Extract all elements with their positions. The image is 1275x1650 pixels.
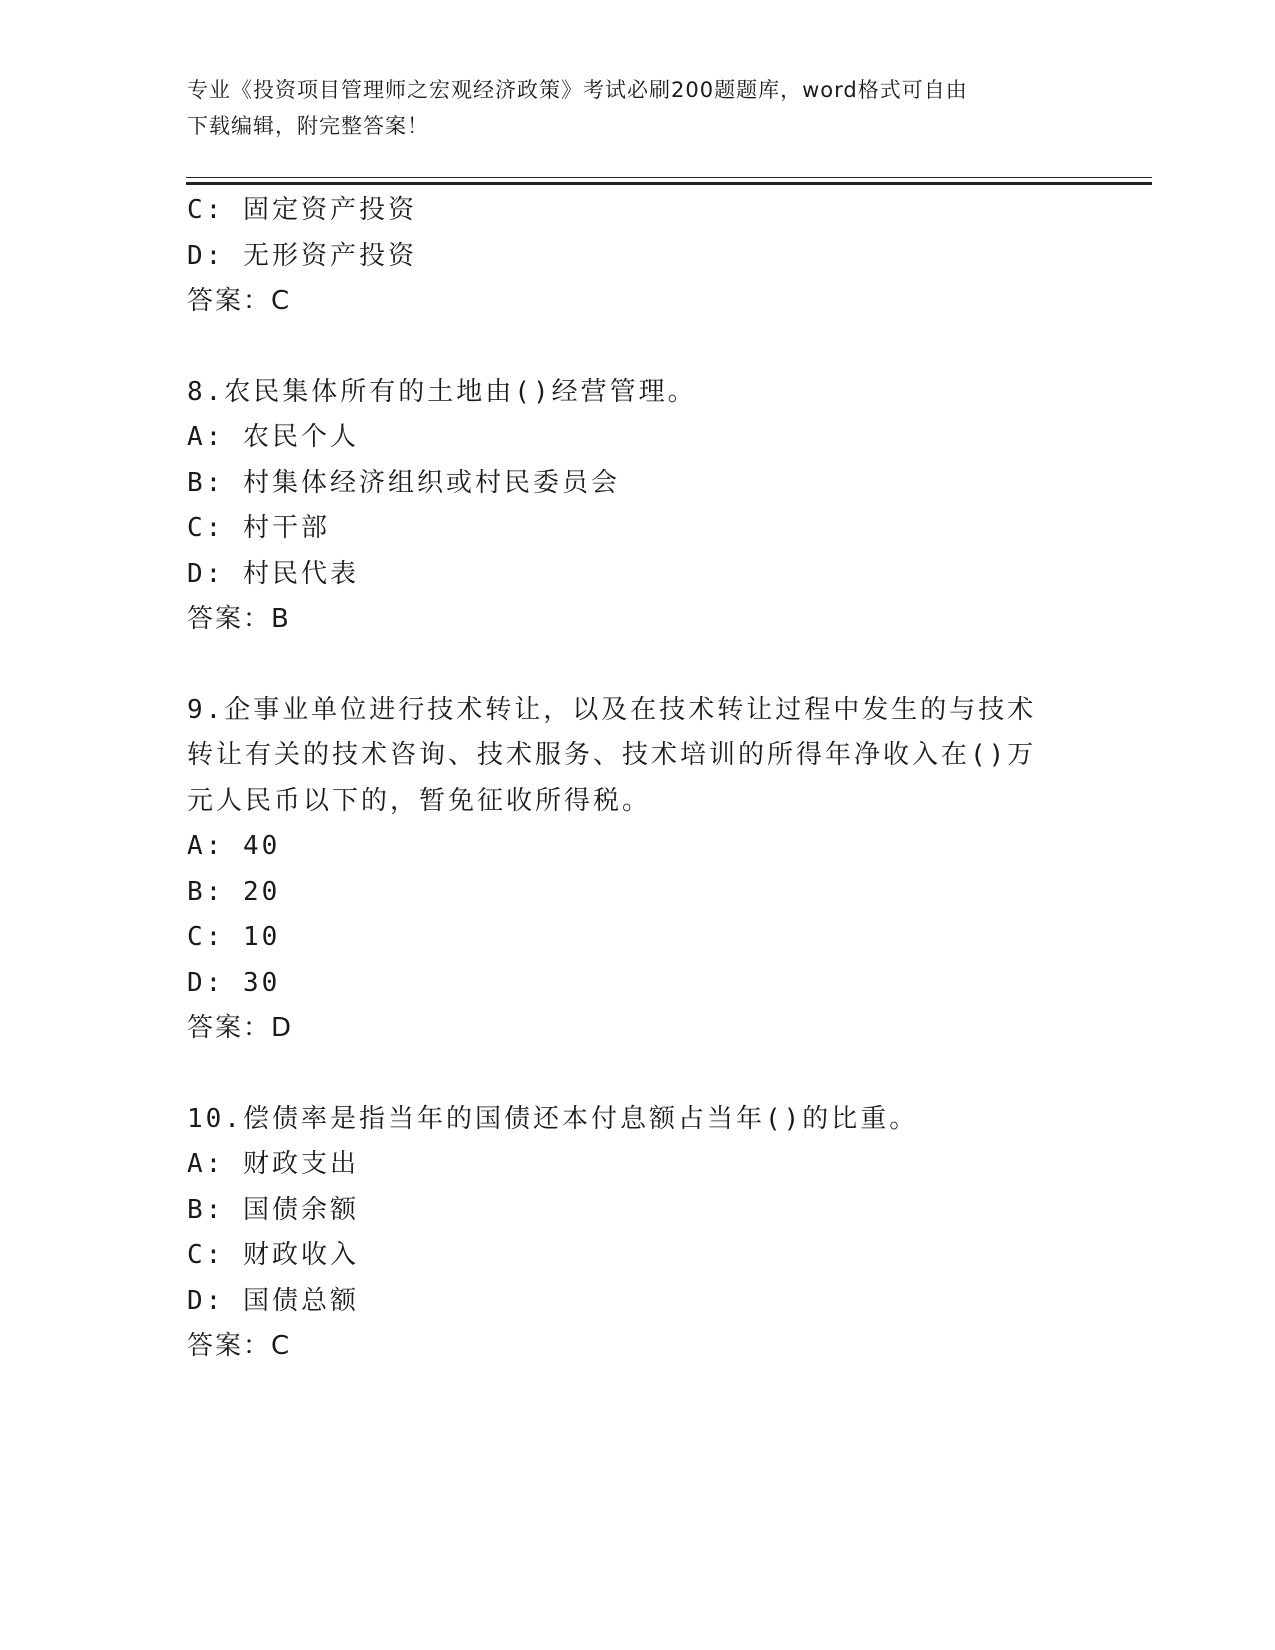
question-9 bbox=[187, 688, 1087, 1052]
header-divider-thick bbox=[186, 182, 1152, 185]
option-c: C: 10 bbox=[187, 922, 281, 952]
answer-line: 答案：C bbox=[187, 1331, 292, 1361]
question-10 bbox=[187, 1097, 1087, 1370]
answer-line: 答案：B bbox=[187, 604, 291, 634]
question-text: 9.企事业单位进行技术转让，以及在技术转让过程中发生的与技术转让有关的技术咨询、技术服务、技术培训的所得年净收入在()万元人民币以下的，暂免征收所得税。 bbox=[187, 694, 1037, 816]
question-text: 10.偿债率是指当年的国债还本付息额占当年()的比重。 bbox=[187, 1103, 919, 1134]
answer-line: 答案：C bbox=[187, 286, 292, 316]
option-b: B: 村集体经济组织或村民委员会 bbox=[187, 467, 620, 498]
header-divider-thin bbox=[186, 177, 1152, 178]
option-c: C: 村干部 bbox=[187, 513, 330, 543]
option-a: A: 40 bbox=[187, 831, 281, 861]
option-a: A: 财政支出 bbox=[187, 1149, 359, 1179]
question-list bbox=[187, 188, 1087, 1370]
continued-question bbox=[187, 188, 1087, 325]
header-line-2: 下载编辑，附完整答案！ bbox=[187, 114, 429, 138]
option-d: D: 国债总额 bbox=[187, 1285, 359, 1316]
option-d: D: 村民代表 bbox=[187, 558, 359, 589]
option-c: C: 财政收入 bbox=[187, 1240, 359, 1270]
document-header bbox=[187, 72, 1067, 144]
option-c: C: 固定资产投资 bbox=[187, 195, 417, 225]
spacer bbox=[187, 643, 1087, 688]
option-a: A: 农民个人 bbox=[187, 422, 359, 452]
header-line-1: 专业《投资项目管理师之宏观经济政策》考试必刷200题题库，word格式可自由 bbox=[187, 78, 968, 102]
spacer bbox=[187, 325, 1087, 370]
option-b: B: 20 bbox=[187, 876, 281, 907]
question-8 bbox=[187, 370, 1087, 643]
option-d: D: 30 bbox=[187, 967, 281, 998]
answer-line: 答案：D bbox=[187, 1013, 294, 1043]
question-text: 8.农民集体所有的土地由()经营管理。 bbox=[187, 376, 697, 407]
option-b: B: 国债余额 bbox=[187, 1194, 359, 1225]
spacer bbox=[187, 1052, 1087, 1097]
option-d: D: 无形资产投资 bbox=[187, 240, 417, 271]
